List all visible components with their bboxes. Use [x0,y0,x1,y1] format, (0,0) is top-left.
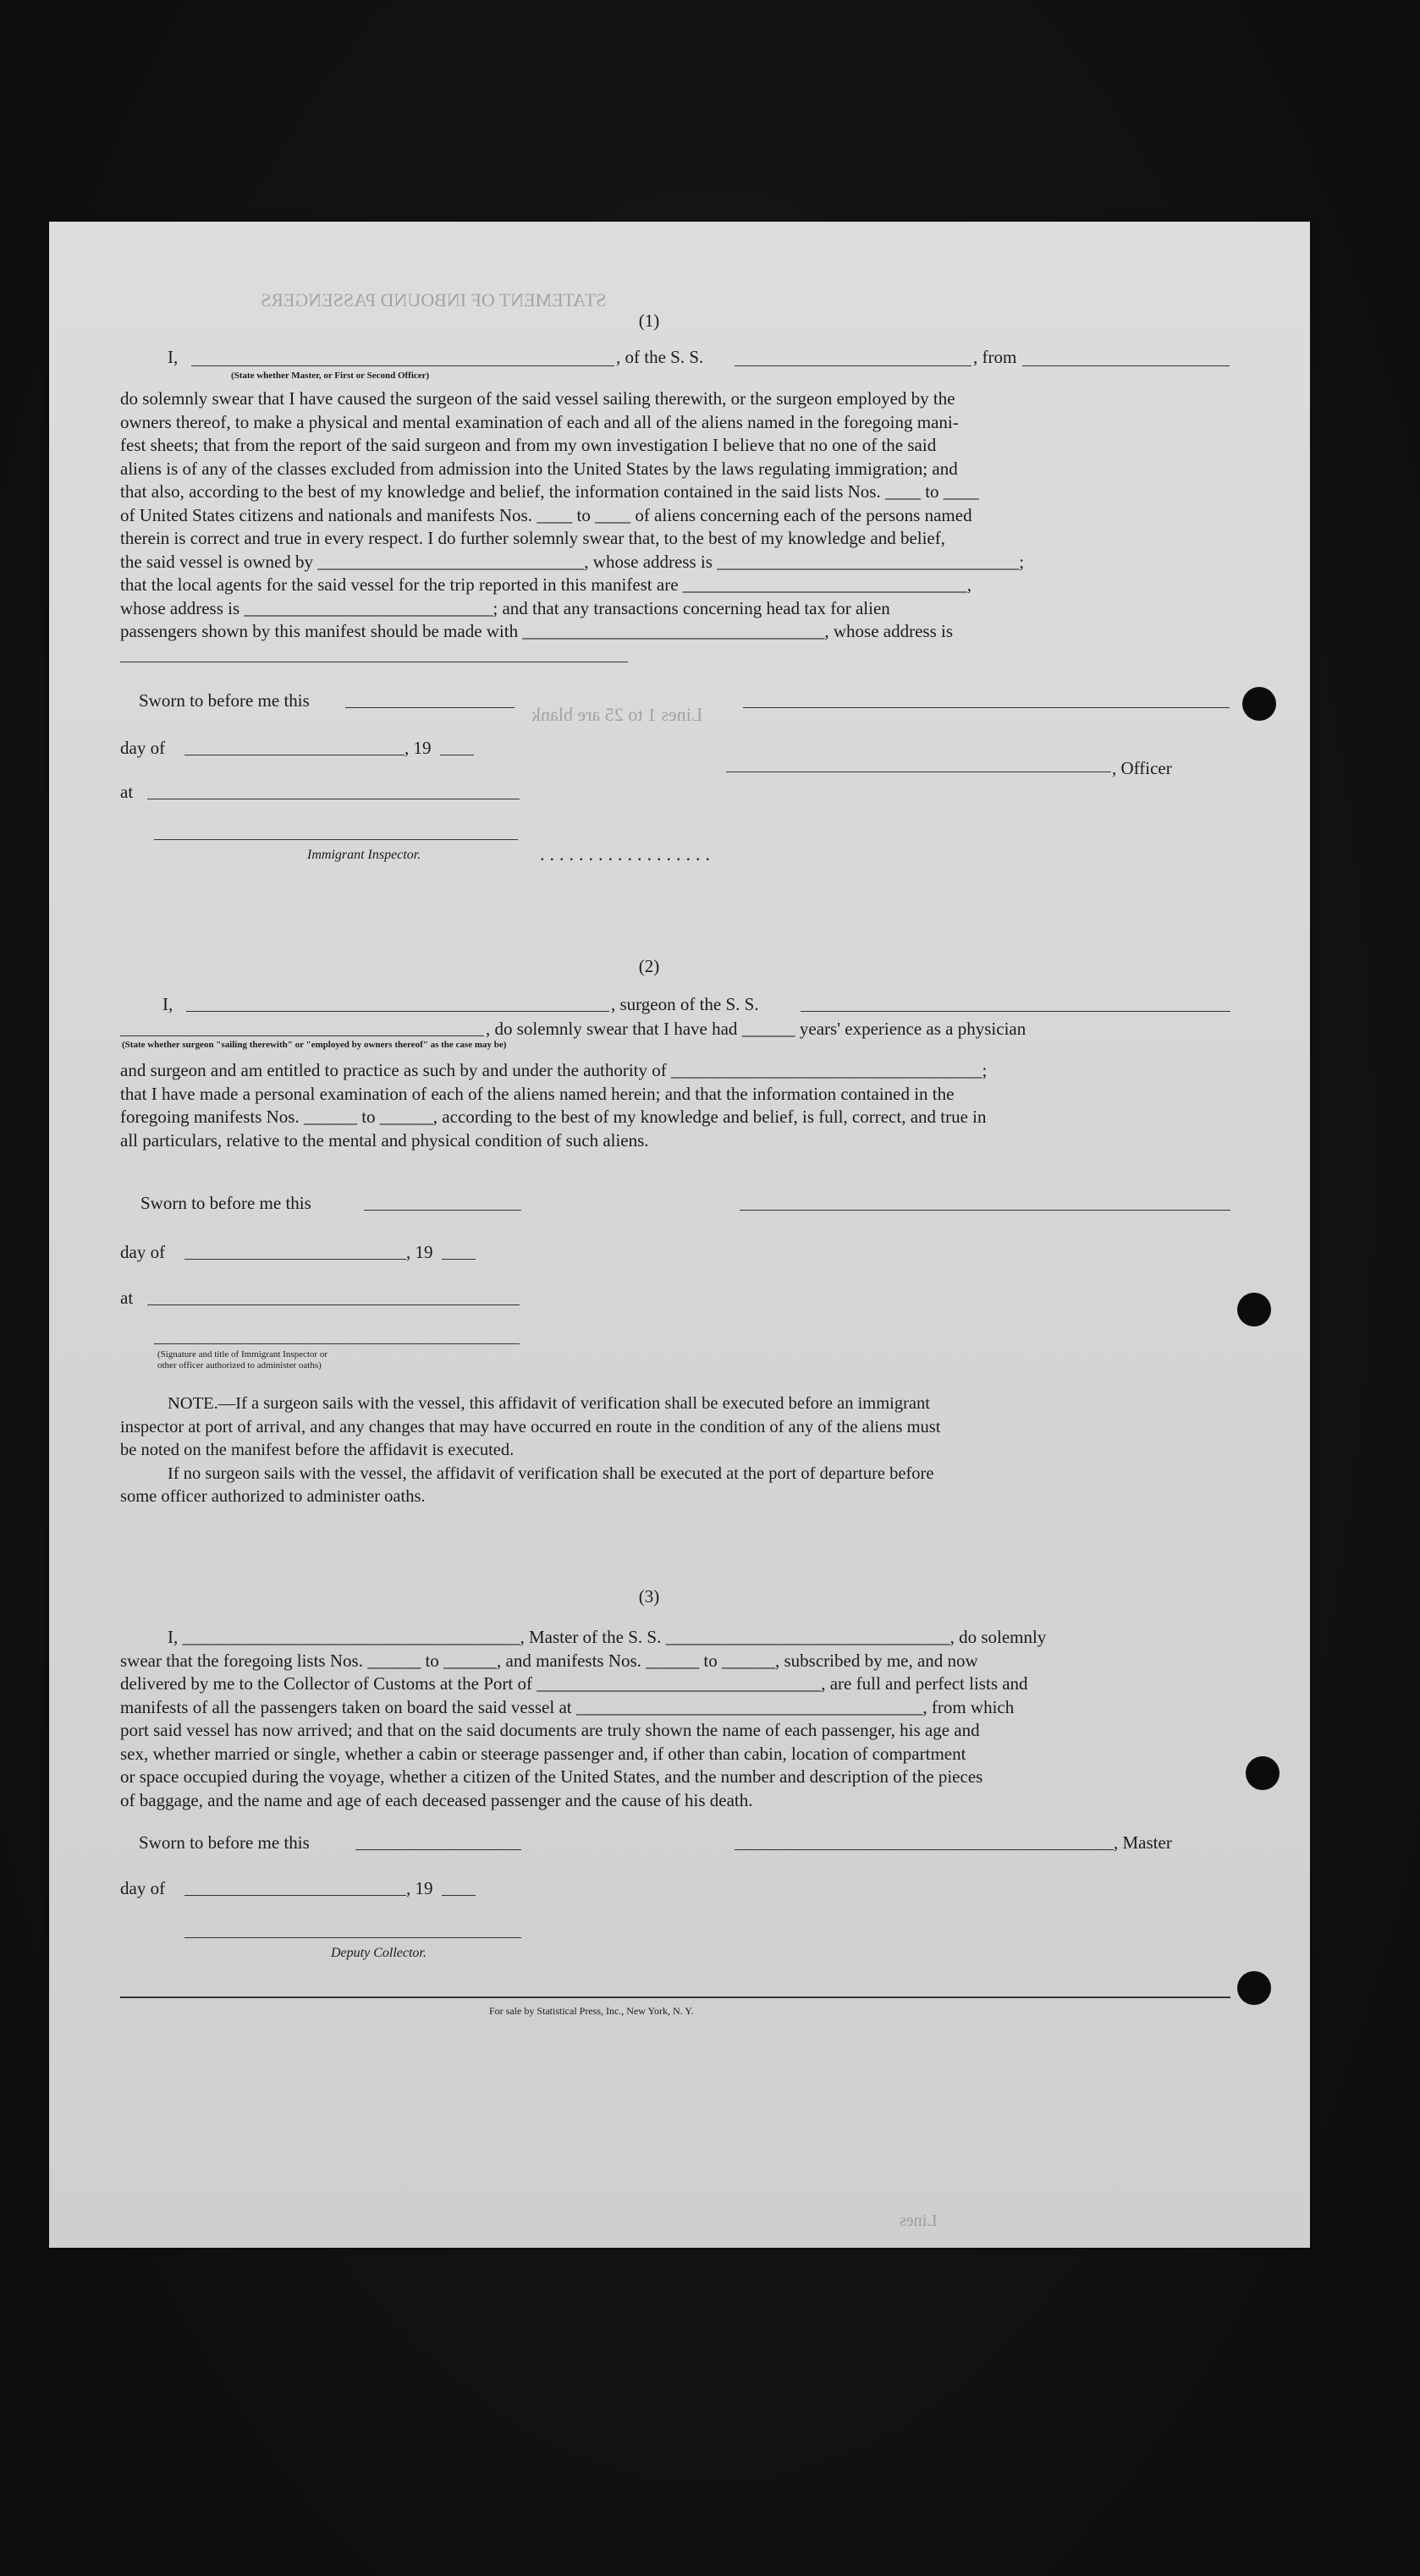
s2-vessel-line [801,1011,1230,1012]
s1-sworn-label: Sworn to before me this [139,690,310,711]
s3-collector-label: Deputy Collector. [331,1946,427,1960]
s3-oath-line: manifests of all the passengers taken on board the said vessel at _______________________________________, from which [120,1696,1015,1717]
s1-at-label: at [120,782,134,802]
s2-signature-hint-1: (Signature and title of Immigrant Inspector or [157,1349,327,1359]
s2-experience-label: , do solemnly swear that I have had ______ years' experience as a physician [486,1019,1026,1039]
s1-from-label: , from [973,347,1017,367]
s1-officer-name-line [191,365,614,366]
s2-oath-line: all particulars, relative to the mental and physical condition of such aliens. [120,1129,649,1151]
s1-oath-line: do solemnly swear that I have caused the surgeon of the said vessel sailing therewith, or the surgeon employed by the [120,388,955,409]
s1-sworn-line [345,707,515,708]
s3-year-label: , 19 [406,1878,433,1898]
s1-from-line [1022,365,1230,366]
s1-inspector-label: Immigrant Inspector. [307,848,421,862]
s1-oath-line: passengers shown by this manifest should be made with __________________________________, whose address is [120,621,953,641]
s1-oath-text [120,387,1230,644]
s2-day-label: day of [120,1242,166,1262]
section-3-number: (3) [638,1586,660,1607]
bleed-through-text: STATEMENT OF INBOUND PASSENGERS [261,289,607,310]
s2-note-line: NOTE.—If a surgeon sails with the vessel, this affidavit of verification shall be executed before an immigrant [168,1394,930,1413]
s1-of-ss-label: , of the S. S. [616,347,704,367]
s3-oath-line: port said vessel has now arrived; and that on the said documents are truly shown the name of each passenger, his age and [120,1720,980,1740]
s3-master-label: , Master [1114,1832,1172,1853]
s3-sworn-line [355,1849,521,1850]
s3-oath-line: of baggage, and the name and age of each deceased passenger and the cause of his death. [120,1789,753,1810]
s2-sworn-line [364,1210,521,1211]
section-1-number: (1) [638,310,660,331]
s3-collector-line [184,1937,521,1938]
s1-dotted-leader: .................. [540,843,715,865]
s1-oath-line: owners thereof, to make a physical and mental examination of each and all of the aliens named in the foregoing mani- [120,411,959,432]
s2-note-line: be noted on the manifest before the affidavit is executed. [120,1441,515,1459]
s2-surgeon-of-label: , surgeon of the S. S. [611,994,759,1014]
s1-day-label: day of [120,738,166,758]
s1-oath-line: the said vessel is owned by ______________________________, whose address is __________________________________; [120,551,1025,572]
s3-oath-line: swear that the foregoing lists Nos. ______ to ______, and manifests Nos. ______ to ______, subscribed by me, and now [120,1650,978,1671]
s3-oath-line: I, ______________________________________, Master of the S. S. ________________________________, do solemnly [168,1627,1047,1647]
s1-vessel-line [735,365,971,366]
s2-day-line [184,1259,406,1260]
section-2-number: (2) [638,956,660,976]
bleed-through-footer: Lines [900,2211,938,2230]
s1-oath-line: aliens is of any of the classes excluded from admission into the United States by the laws regulating immigration; and [120,458,958,479]
s1-oath-line: therein is correct and true in every respect. I do further solemnly swear that, to the best of my knowledge and belief, [120,528,945,548]
s3-sworn-label: Sworn to before me this [139,1832,310,1853]
s2-oath-line: foregoing manifests Nos. ______ to ______, according to the best of my knowledge and belief, is full, correct, and true in [120,1107,987,1127]
s2-surgeon-type-line [120,1035,484,1036]
s1-oath-line: fest sheets; that from the report of the said surgeon and from my own investigation I believe that no one of the said [120,435,937,455]
s2-at-label: at [120,1288,134,1308]
s2-at-line [147,1304,520,1305]
s3-year-line [442,1895,476,1896]
s1-inspector-line [154,839,518,840]
s1-officer-hint: (State whether Master, or First or Second Officer) [231,371,430,381]
s2-note-line: some officer authorized to administer oaths. [120,1487,426,1506]
s2-note-line: If no surgeon sails with the vessel, the affidavit of verification shall be executed at the port of departure before [168,1464,934,1483]
s2-year-label: , 19 [406,1242,433,1262]
s3-master-signature-line [735,1849,1114,1850]
s2-oath-line: and surgeon and am entitled to practice as such by and under the authority of ___________________________________; [120,1060,988,1080]
binder-hole [1242,687,1276,721]
s3-oath-line: sex, whether married or single, whether a cabin or steerage passenger and, if other than cabin, location of compartment [120,1743,966,1764]
s1-oath-line: of United States citizens and nationals and manifests Nos. ____ to ____ of aliens concerning each of the persons named [120,504,972,525]
s2-i-label: I, [162,994,173,1014]
s3-day-label: day of [120,1878,166,1898]
s2-oath-line: that I have made a personal examination of each of the aliens named herein; and that the information contained in the [120,1083,955,1104]
s1-oath-line: that also, according to the best of my knowledge and belief, the information contained in the said lists Nos. ____ to ____ [120,481,979,502]
s3-day-line [184,1895,406,1896]
binder-hole [1246,1756,1280,1790]
binder-hole [1237,1293,1271,1326]
s2-sworn-label: Sworn to before me this [140,1193,311,1213]
s2-surgeon-name-line [186,1011,609,1012]
form-page [49,222,1310,2248]
s2-surgeon-signature-line [740,1210,1230,1211]
s3-oath-line: delivered by me to the Collector of Customs at the Port of ________________________________, are full and perfect lists and [120,1673,1028,1694]
s2-signature-hint-2: other officer authorized to administer oaths) [157,1360,322,1370]
s3-oath-text [120,1626,1230,1812]
s2-surgeon-type-hint: (State whether surgeon "sailing therewith" or "employed by owners thereof" as the case may be) [122,1040,507,1050]
s1-i-label: I, [168,347,179,367]
s1-officer-signature-line-top [743,707,1230,708]
s2-note-line: inspector at port of arrival, and any changes that may have occurred en route in the condition of any of the aliens must [120,1417,941,1436]
s2-note-text [120,1392,1230,1509]
printer-credit: For sale by Statistical Press, Inc., New York, N. Y. [489,2005,694,2017]
binder-hole [1237,1971,1271,2005]
s3-oath-line: or space occupied during the voyage, whether a citizen of the United States, and the number and description of the pieces [120,1766,983,1787]
s1-oath-line: whose address is ____________________________; and that any transactions concerning head tax for alien [120,597,890,618]
s2-oath-text [120,1059,1230,1152]
s2-year-line [442,1259,476,1260]
s1-oath-line: that the local agents for the said vessel for the trip reported in this manifest are ________________________________, [120,574,972,595]
s1-officer-label: , Officer [1112,758,1172,778]
footer-rule [120,1997,1230,1998]
s1-year-label: , 19 [405,738,432,758]
s2-inspector-line [154,1343,520,1344]
s1-stamp-ghost: Lines 1 to 25 are blank [531,704,703,725]
